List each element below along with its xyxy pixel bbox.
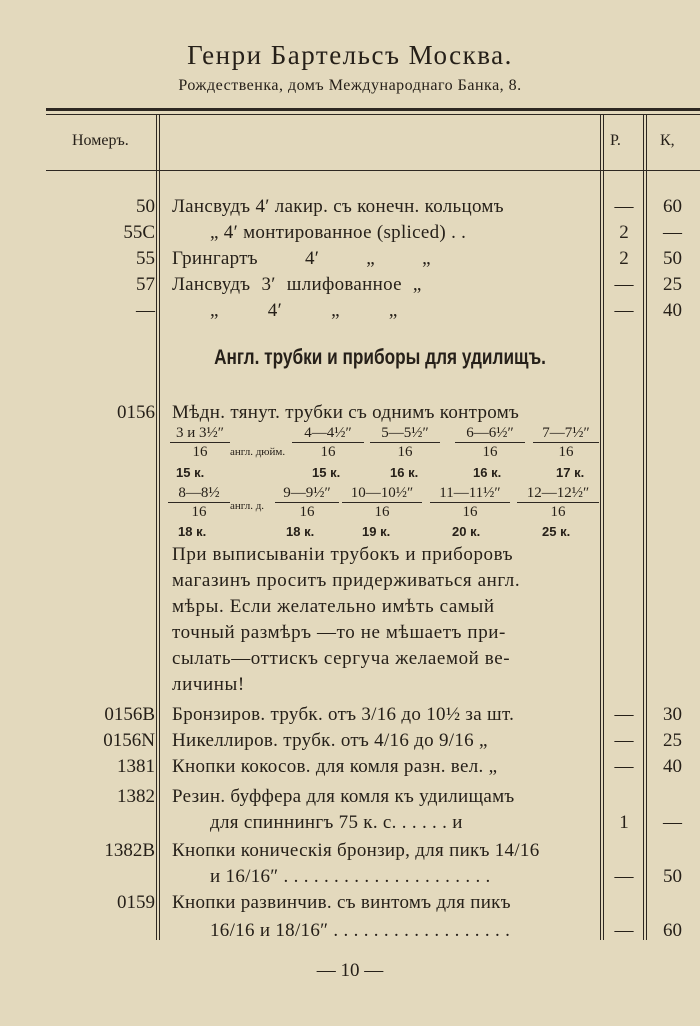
size-price: 19 к.: [362, 524, 391, 539]
item-number: 0156N: [103, 730, 155, 751]
size-fraction: [170, 424, 230, 461]
item-description: Резин. буффера для комля къ удилищамъ: [172, 786, 515, 807]
item-number: 1382В: [104, 840, 155, 861]
size-denominator: 16: [299, 504, 315, 520]
size-price: 17 к.: [556, 465, 585, 480]
note-line: магазинъ проситъ придерживаться англ.: [172, 570, 521, 591]
size-denominator: 16: [191, 504, 207, 520]
size-value: 12—12½″: [517, 484, 599, 503]
size-value: 5—5½″: [370, 424, 440, 443]
size-denominator: 16: [397, 444, 413, 460]
item-number: —: [136, 300, 155, 321]
item-kop: 25: [663, 274, 682, 295]
item-description: Лансвудъ 4′ лакир. съ конечн. кольцомъ: [172, 196, 504, 217]
size-value: 6—6½″: [455, 424, 525, 443]
item-kop: 40: [663, 300, 682, 321]
size-denominator: 16: [550, 504, 566, 520]
item-description: Грингартъ 4′ „ „: [172, 248, 431, 269]
column-header-kop: К,: [660, 132, 675, 149]
item-rub: —: [614, 196, 634, 217]
size-value: 3 и 3½″: [170, 424, 230, 443]
section-title: Англ. трубки и приборы для удилищъ.: [214, 346, 546, 369]
item-kop: 60: [663, 920, 682, 941]
size-price: 15 к.: [312, 465, 341, 480]
size-value: 10—10½″: [342, 484, 422, 503]
size-fraction: [430, 484, 510, 521]
note-line: мѣры. Если желательно имѣть самый: [172, 596, 495, 617]
item-description: Кнопки кокосов. для комля разн. вел. „: [172, 756, 498, 777]
size-price: 20 к.: [452, 524, 481, 539]
item-number: 50: [136, 196, 155, 217]
item-number: 1382: [117, 786, 155, 807]
size-denominator: 16: [320, 444, 336, 460]
note-line: сылать—оттискъ сергуча желаемой ве-: [172, 648, 511, 669]
number-column-line-2: [159, 114, 160, 940]
item-description-cont: 16/16 и 18/16″ . . . . . . . . . . . . . . . . . .: [210, 920, 511, 941]
size-fraction: [275, 484, 339, 521]
size-fraction: [455, 424, 525, 461]
item-description-cont: для спиннингъ 75 к. с. . . . . . и: [210, 812, 463, 833]
note-line: При выписываніи трубокъ и приборовъ: [172, 544, 514, 565]
item-kop: 30: [663, 704, 682, 725]
size-price: 16 к.: [473, 465, 502, 480]
item-description: Кнопки развинчив. съ винтомъ для пикъ: [172, 892, 511, 913]
item-description: „ 4′ „ „: [210, 300, 398, 321]
item-kop: —: [663, 222, 682, 243]
item-number: 1381: [117, 756, 155, 777]
item-description: Никеллиров. трубк. отъ 4/16 до 9/16 „: [172, 730, 488, 751]
unit-label: англ. дюйм.: [230, 446, 286, 458]
item-kop: 50: [663, 248, 682, 269]
size-price: 15 к.: [176, 465, 205, 480]
kop-column-line: [643, 114, 644, 940]
size-fraction: [342, 484, 422, 521]
size-value: 11—11½″: [430, 484, 510, 503]
size-value: 8—8½: [168, 484, 230, 503]
size-value: 4—4½″: [292, 424, 364, 443]
note-line: точный размѣръ —то не мѣшаетъ при-: [172, 622, 506, 643]
item-rub: —: [614, 730, 634, 751]
rub-column-line: [600, 114, 601, 940]
page-title: Генри Бартельсъ Москва.: [187, 40, 513, 70]
item-number: 55С: [123, 222, 155, 243]
size-price: 18 к.: [286, 524, 315, 539]
item-description: Бронзиров. трубк. отъ 3/16 до 10½ за шт.: [172, 704, 515, 725]
column-header-rub: Р.: [610, 132, 621, 149]
size-denominator: 16: [462, 504, 478, 520]
size-value: 7—7½″: [533, 424, 599, 443]
item-description: Кнопки коническія бронзир, для пикъ 14/16: [172, 840, 540, 861]
note-line: личины!: [172, 674, 245, 695]
item-description: „ 4′ монтированное (spliced) . .: [210, 222, 467, 243]
item-kop: —: [663, 812, 682, 833]
item-description-cont: и 16/16″ . . . . . . . . . . . . . . . . . . . . .: [210, 866, 491, 887]
item-description: Лансвудъ 3′ шлифованное „: [172, 274, 422, 295]
size-price: 18 к.: [178, 524, 207, 539]
item-kop: 40: [663, 756, 682, 777]
size-fraction: [370, 424, 440, 461]
header-rule-thin: [46, 114, 700, 115]
item-description: Мѣдн. тянут. трубки съ однимъ контромъ: [172, 402, 520, 423]
item-number: 0156В: [104, 704, 155, 725]
size-denominator: 16: [192, 444, 208, 460]
item-number: 0159: [117, 892, 155, 913]
item-rub: —: [614, 920, 634, 941]
item-kop: 25: [663, 730, 682, 751]
item-rub: 2: [619, 222, 629, 243]
item-kop: 60: [663, 196, 682, 217]
item-rub: —: [614, 300, 634, 321]
item-rub: —: [614, 274, 634, 295]
address-line: Рождественка, домъ Международнаго Банка, 8.: [178, 77, 522, 94]
header-rule-thick: [46, 108, 700, 111]
size-price: 25 к.: [542, 524, 571, 539]
item-rub: —: [614, 756, 634, 777]
size-fraction: [168, 484, 230, 521]
size-fraction: [517, 484, 599, 521]
rub-column-line-2: [603, 114, 604, 940]
column-header-rule: [46, 170, 700, 171]
size-price: 16 к.: [390, 465, 419, 480]
item-number: 57: [136, 274, 155, 295]
size-fraction: [292, 424, 364, 461]
item-rub: —: [614, 866, 634, 887]
page-number: — 10 —: [316, 960, 384, 981]
size-fraction: [533, 424, 599, 461]
size-denominator: 16: [558, 444, 574, 460]
column-header-number: Номеръ.: [72, 132, 129, 149]
item-rub: —: [614, 704, 634, 725]
item-rub: 2: [619, 248, 629, 269]
unit-label: англ. д.: [230, 500, 265, 512]
item-rub: 1: [619, 812, 629, 833]
item-number: 0156: [117, 402, 155, 423]
size-denominator: 16: [482, 444, 498, 460]
item-kop: 50: [663, 866, 682, 887]
item-number: 55: [136, 248, 155, 269]
number-column-line: [156, 114, 157, 940]
size-denominator: 16: [374, 504, 390, 520]
size-value: 9—9½″: [275, 484, 339, 503]
